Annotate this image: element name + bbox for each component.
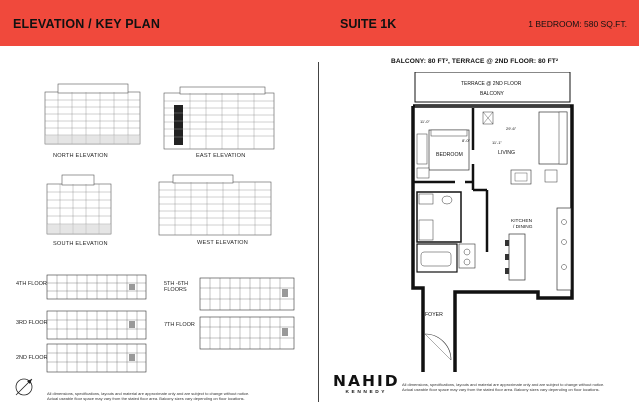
kitchen-label: KITCHEN: [511, 219, 533, 224]
south-elevation-drawing: [44, 170, 114, 235]
foyer-label: FOYER: [425, 312, 443, 318]
living-depth-dim: 11'-1": [492, 140, 502, 145]
south-elevation-label: SOUTH ELEVATION: [53, 241, 108, 247]
keyplan-2nd-floor: [45, 343, 148, 378]
keyplan-3rd-label: 3RD FLOOR: [16, 320, 48, 326]
suite-title: SUITE 1K: [340, 17, 397, 31]
keyplan-3rd-floor: [45, 310, 148, 345]
disclaimer-left: All dimensions, specifications, layouts and material are approximate only and are subject to change without notice. Actual useable floor space may vary from the stated floor area. Balcony sizes vary depending on floor locations.: [47, 391, 250, 401]
north-arrow-icon: [13, 376, 35, 403]
north-elevation-drawing: [40, 80, 145, 145]
living-label: LIVING: [498, 150, 516, 156]
keyplan-5th-6th-label: 5TH -6TH FLOORS: [164, 281, 189, 293]
west-elevation-drawing: [155, 172, 275, 236]
nahid-kennedy-logo: [333, 373, 400, 395]
west-elevation-label: WEST ELEVATION: [197, 240, 248, 246]
keyplan-2nd-label: 2ND FLOOR: [16, 355, 48, 361]
keyplan-4th-label: 4TH FLOOR: [16, 281, 47, 287]
logo-main-text: NAHID: [333, 372, 400, 390]
north-elevation-label: NORTH ELEVATION: [53, 153, 108, 159]
header-bar: [0, 0, 639, 46]
terrace-label: TERRACE @ 2ND FLOOR: [461, 81, 522, 87]
bedroom-width-dim: 11'-0": [420, 119, 430, 124]
elevation-keyplan-title: ELEVATION / KEY PLAN: [13, 17, 161, 31]
disclaimer-right: All dimensions, specifications, layouts and material are approximate only and are subject to change without notice. Actual useable floor space may vary from the stated floor area. Balcony sizes vary depending on floor locations.: [402, 382, 605, 392]
living-width-dim: 29'-6": [506, 126, 517, 131]
east-elevation-drawing: [160, 83, 278, 151]
balcony-label: BALCONY: [480, 91, 504, 97]
dining-label: / DINING: [513, 225, 533, 230]
keyplan-7th-label: 7TH FLOOR: [164, 322, 195, 328]
keyplan-4th-floor: [45, 274, 148, 305]
east-elevation-label: EAST ELEVATION: [196, 153, 246, 159]
logo-sub-text: KENNEDY: [345, 390, 388, 395]
bedroom-depth-dim: 8'-0": [462, 138, 470, 143]
keyplan-7th-floor: [198, 316, 296, 355]
balcony-terrace-note: BALCONY: 80 FT², TERRACE @ 2ND FLOOR: 80 FT²: [391, 58, 559, 65]
suite-floor-plan: [395, 72, 595, 377]
unit-info: 1 BEDROOM: 580 SQ.FT.: [528, 19, 627, 29]
keyplan-5th-6th-floor: [198, 277, 296, 316]
page-divider: [318, 62, 319, 402]
bedroom-label: BEDROOM: [436, 152, 463, 158]
